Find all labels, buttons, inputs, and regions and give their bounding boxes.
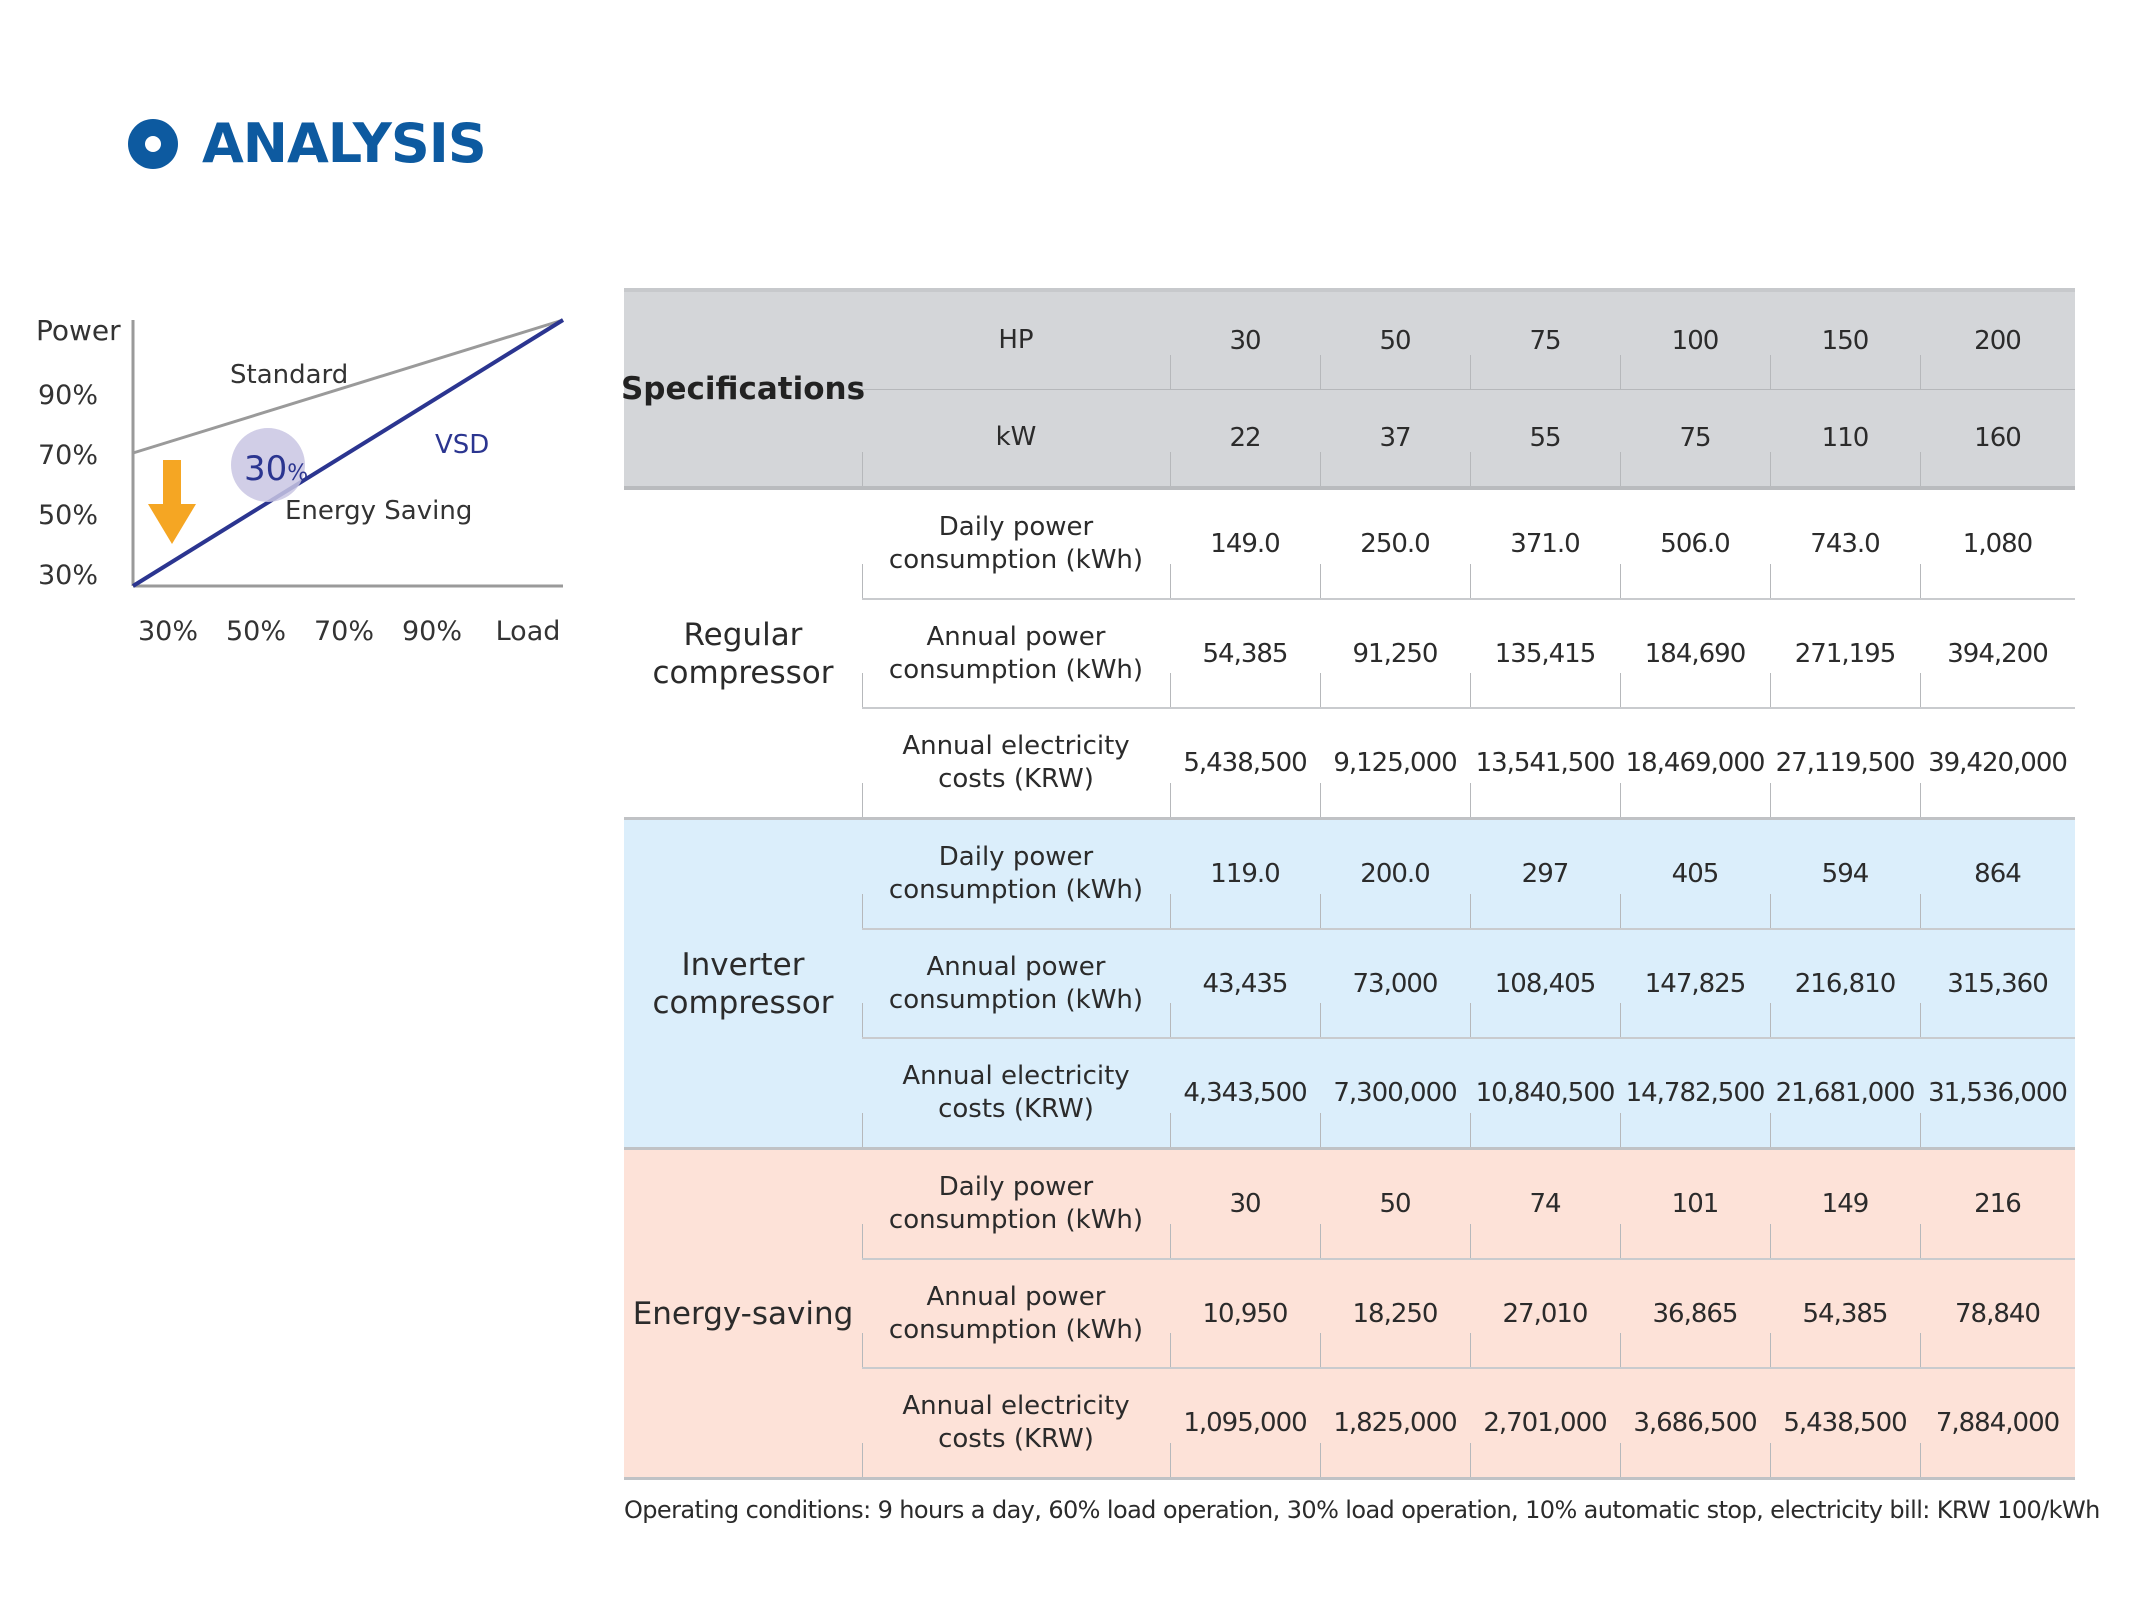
table-cell: 54,385 [1170, 600, 1320, 708]
table-cell: 135,415 [1470, 600, 1620, 708]
table-cell: 10,950 [1170, 1260, 1320, 1368]
header-cell: 22 [1170, 389, 1320, 486]
y-tick-label: 50% [38, 500, 99, 531]
table-cell: 10,840,500 [1470, 1039, 1620, 1147]
group-name: Regular compressor [652, 616, 834, 691]
table-cell: 78,840 [1920, 1260, 2075, 1368]
table-cell: 371.0 [1470, 490, 1620, 598]
table-cell: 54,385 [1770, 1260, 1920, 1368]
standard-label: Standard [230, 360, 349, 390]
table-cell: 50 [1320, 1150, 1470, 1258]
table-cell: 18,469,000 [1620, 709, 1770, 817]
table-cell: 149 [1770, 1150, 1920, 1258]
spec-header [620, 292, 2075, 490]
header-cell: 100 [1620, 292, 1770, 389]
table-cell: 250.0 [1320, 490, 1470, 598]
table-cell: 13,541,500 [1470, 709, 1620, 817]
table-cell: 101 [1620, 1150, 1770, 1258]
table-cell: 36,865 [1620, 1260, 1770, 1368]
group-energy-saving [624, 1150, 2075, 1480]
table-cell: 21,681,000 [1770, 1039, 1920, 1147]
header-cell: 75 [1470, 292, 1620, 389]
footnote: Operating conditions: 9 hours a day, 60% load operation, 30% load operation, 10% automatic stop, electricity bill: KRW 100/kWh [624, 1496, 2100, 1524]
x-tick-label: 50% [225, 616, 287, 647]
energy-saving-label: Energy Saving [285, 496, 473, 526]
table-row [862, 709, 2075, 817]
group-rows [862, 490, 2075, 817]
table-cell: 5,438,500 [1770, 1369, 1920, 1477]
table-row [862, 490, 2075, 600]
table-cell: 1,825,000 [1320, 1369, 1470, 1477]
table-cell: 43,435 [1170, 930, 1320, 1038]
table-cell: 74 [1470, 1150, 1620, 1258]
header-cell: 160 [1920, 389, 2075, 486]
table-row [862, 820, 2075, 930]
table-cell: 119.0 [1170, 820, 1320, 928]
header-label: kW [862, 389, 1170, 486]
table-cell: 271,195 [1770, 600, 1920, 708]
table-cell: 18,250 [1320, 1260, 1470, 1368]
header-cell: 110 [1770, 389, 1920, 486]
table-cell: 3,686,500 [1620, 1369, 1770, 1477]
group-name: Inverter compressor [652, 946, 834, 1021]
row-label: Annual power consumption (kWh) [862, 600, 1170, 708]
table-row [862, 1260, 2075, 1370]
y-tick-label: 70% [38, 440, 99, 471]
header-cell: 75 [1620, 389, 1770, 486]
table-cell: 9,125,000 [1320, 709, 1470, 817]
table-cell: 31,536,000 [1920, 1039, 2075, 1147]
table-cell: 2,701,000 [1470, 1369, 1620, 1477]
table-cell: 864 [1920, 820, 2075, 928]
header-row-hp [862, 292, 2075, 390]
table-cell: 216,810 [1770, 930, 1920, 1038]
table-cell: 147,825 [1620, 930, 1770, 1038]
table-cell: 14,782,500 [1620, 1039, 1770, 1147]
down-arrow-icon [148, 460, 196, 544]
row-label: Annual power consumption (kWh) [862, 930, 1170, 1038]
row-label: Daily power consumption (kWh) [862, 820, 1170, 928]
table-cell: 405 [1620, 820, 1770, 928]
vsd-label: VSD [435, 430, 490, 460]
table-cell: 27,119,500 [1770, 709, 1920, 817]
group-name: Energy-saving [632, 1295, 854, 1332]
table-cell: 594 [1770, 820, 1920, 928]
y-tick-label: 90% [38, 380, 99, 411]
table-row [862, 1039, 2075, 1147]
table-row [862, 600, 2075, 710]
table-cell: 1,080 [1920, 490, 2075, 598]
table-cell: 200.0 [1320, 820, 1470, 928]
table-cell: 506.0 [1620, 490, 1770, 598]
row-label: Annual electricity costs (KRW) [862, 709, 1170, 817]
y-tick-label: 30% [38, 560, 99, 591]
table-cell: 108,405 [1470, 930, 1620, 1038]
page-title [128, 112, 486, 175]
table-row [862, 930, 2075, 1040]
table-cell: 7,300,000 [1320, 1039, 1470, 1147]
x-tick-label: 30% [137, 616, 199, 647]
energy-saving-chart [30, 310, 570, 650]
table-cell: 5,438,500 [1170, 709, 1320, 817]
group-rows [862, 1150, 2075, 1477]
table-cell: 743.0 [1770, 490, 1920, 598]
table-cell: 394,200 [1920, 600, 2075, 708]
table-cell: 7,884,000 [1920, 1369, 2075, 1477]
saving-badge-value: 30% [244, 449, 309, 489]
table-row [862, 1369, 2075, 1477]
table-row [862, 1150, 2075, 1260]
header-cell: 30 [1170, 292, 1320, 389]
table-cell: 216 [1920, 1150, 2075, 1258]
header-cell: 55 [1470, 389, 1620, 486]
x-tick-label: 90% [401, 616, 463, 647]
row-label: Daily power consumption (kWh) [862, 1150, 1170, 1258]
table-cell: 184,690 [1620, 600, 1770, 708]
table-cell: 39,420,000 [1920, 709, 2075, 817]
table-cell: 297 [1470, 820, 1620, 928]
title-text: ANALYSIS [202, 112, 486, 175]
header-cell: 150 [1770, 292, 1920, 389]
chart-svg [30, 310, 570, 650]
row-label: Annual electricity costs (KRW) [862, 1369, 1170, 1477]
header-label: HP [998, 325, 1034, 355]
x-tick-label: Load [495, 616, 561, 647]
header-cell: 200 [1920, 292, 2075, 389]
x-tick-label: 70% [313, 616, 375, 647]
header-cell: 50 [1320, 292, 1470, 389]
table-cell: 27,010 [1470, 1260, 1620, 1368]
group-inverter-compressor [624, 820, 2075, 1150]
analysis-table [620, 288, 2075, 1480]
group-rows [862, 820, 2075, 1147]
table-cell: 91,250 [1320, 600, 1470, 708]
row-label: Daily power consumption (kWh) [862, 490, 1170, 598]
row-label: Annual electricity costs (KRW) [862, 1039, 1170, 1147]
table-cell: 149.0 [1170, 490, 1320, 598]
bullet-circle-icon [128, 119, 178, 169]
table-cell: 4,343,500 [1170, 1039, 1320, 1147]
group-regular-compressor [624, 490, 2075, 820]
spec-label: Specifications [620, 371, 866, 407]
table-cell: 1,095,000 [1170, 1369, 1320, 1477]
header-row-kw [862, 389, 2075, 486]
row-label: Annual power consumption (kWh) [862, 1260, 1170, 1368]
y-axis-label: Power [36, 314, 121, 347]
table-cell: 30 [1170, 1150, 1320, 1258]
table-cell: 73,000 [1320, 930, 1470, 1038]
header-cell: 37 [1320, 389, 1470, 486]
table-cell: 315,360 [1920, 930, 2075, 1038]
